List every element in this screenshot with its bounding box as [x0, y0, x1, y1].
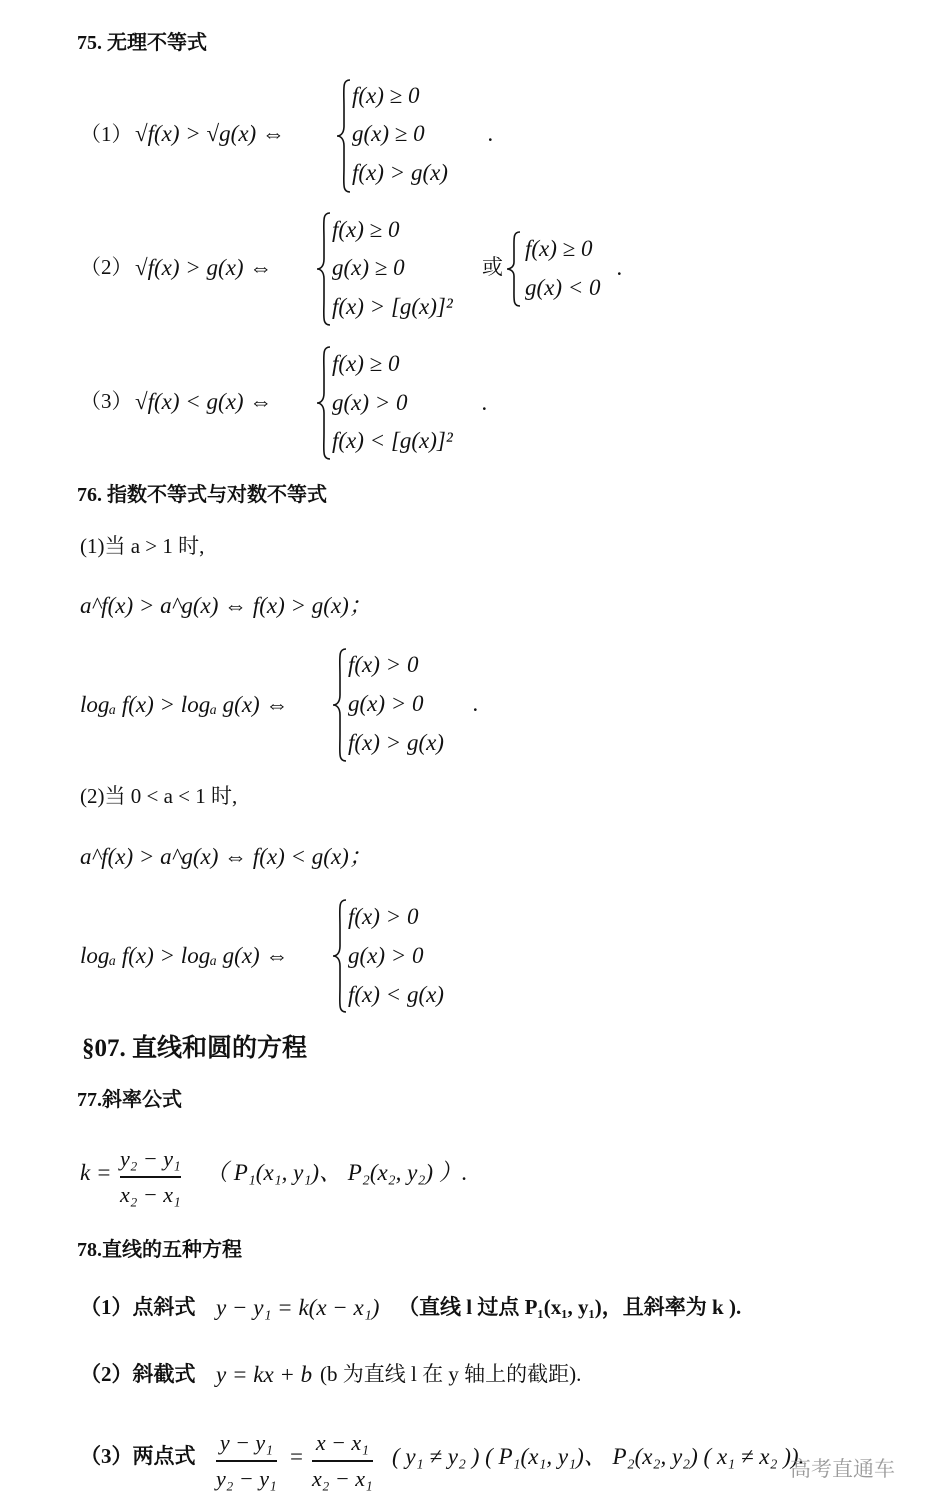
- case-line: f(x) > 0: [348, 652, 419, 677]
- case-line: f(x) ≥ 0: [332, 217, 400, 242]
- left-brace-icon: [332, 898, 348, 1014]
- item-label: （1）点斜式: [80, 1295, 196, 1319]
- case-line: g(x) > 0: [348, 943, 424, 968]
- formula-note: ( y₁ ≠ y₂ ) ( P₁(x₁, y₁)、 P₂(x₂, y₂) ( x₁ ≠ x₂ )).: [392, 1444, 805, 1469]
- item-label: （1）: [80, 122, 133, 146]
- case-line: g(x) > 0: [332, 390, 408, 415]
- or-text: 或: [482, 255, 503, 279]
- case-label: (2)当 0 < a < 1 时,: [80, 784, 238, 808]
- period: .: [473, 691, 479, 716]
- case-line: f(x) < [g(x)]²: [332, 428, 453, 453]
- two-point-fraction-right: [312, 1430, 373, 1492]
- section-77-title: 77.斜率公式: [77, 1089, 182, 1111]
- two-point-fraction-left: [216, 1430, 277, 1492]
- formula-note: （直线 l 过点 P₁(x₁, y₁)，且斜率为 k ).: [398, 1295, 742, 1319]
- left-brace-icon: [332, 647, 348, 763]
- item-label: （3）两点式: [80, 1444, 196, 1468]
- log-formula: logₐ f(x) > logₐ g(x) ⇔: [80, 943, 289, 968]
- left-brace-icon: [506, 230, 522, 308]
- period: .: [482, 390, 488, 415]
- slope-intercept-formula: y = kx + b: [216, 1362, 313, 1387]
- item-label: （2）: [80, 255, 133, 279]
- watermark: 高考直通车: [790, 1457, 895, 1481]
- case-line: g(x) > 0: [348, 691, 424, 716]
- denominator: x₂ − x₁: [312, 1465, 373, 1491]
- section-75-title: 75. 无理不等式: [77, 32, 207, 54]
- numerator: y − y₁: [219, 1430, 273, 1455]
- case-line: f(x) < g(x): [348, 982, 444, 1007]
- formula-lhs: k =: [80, 1160, 112, 1185]
- denominator: y₂ − y₁: [216, 1465, 277, 1491]
- left-brace-icon: [316, 211, 332, 327]
- left-brace-icon: [336, 78, 352, 194]
- case-label: (1)当 a > 1 时,: [80, 534, 205, 558]
- case-line: f(x) > [g(x)]²: [332, 294, 453, 319]
- formula-lhs: √f(x) > g(x) ⇔: [135, 255, 273, 280]
- numerator: y₂ − y₁: [120, 1146, 181, 1171]
- point-slope-formula: y − y₁ = k(x − x₁): [216, 1295, 380, 1320]
- formula-note: (b 为直线 l 在 y 轴上的截距).: [320, 1362, 582, 1386]
- case-line: g(x) < 0: [525, 275, 601, 300]
- points-note: （ P₁(x₁, y₁)、 P₂(x₂, y₂) ）.: [205, 1160, 468, 1185]
- period: .: [488, 121, 494, 146]
- period: .: [617, 255, 623, 280]
- numerator: x − x₁: [315, 1430, 369, 1455]
- log-formula: logₐ f(x) > logₐ g(x) ⇔: [80, 692, 289, 717]
- case-line: f(x) > 0: [348, 904, 419, 929]
- case-line: f(x) ≥ 0: [352, 83, 420, 108]
- exp-formula: a^f(x) > a^g(x) ⇔ f(x) > g(x)；: [80, 593, 372, 618]
- case-line: g(x) ≥ 0: [332, 255, 405, 280]
- section-78-title: 78.直线的五种方程: [77, 1239, 242, 1261]
- case-line: f(x) > g(x): [348, 730, 444, 755]
- case-line: g(x) ≥ 0: [352, 121, 425, 146]
- formula-lhs: √f(x) > √g(x) ⇔: [135, 121, 285, 146]
- case-line: f(x) ≥ 0: [332, 351, 400, 376]
- case-line: f(x) ≥ 0: [525, 236, 593, 261]
- exp-formula: a^f(x) > a^g(x) ⇔ f(x) < g(x)；: [80, 844, 372, 869]
- section-76-title: 76. 指数不等式与对数不等式: [77, 484, 327, 506]
- case-line: f(x) > g(x): [352, 160, 448, 185]
- slope-fraction: [120, 1146, 181, 1208]
- item-label: （3）: [80, 389, 133, 413]
- equals-sign: =: [290, 1444, 303, 1469]
- formula-lhs: √f(x) < g(x) ⇔: [135, 389, 273, 414]
- chapter-title: §07. 直线和圆的方程: [82, 1035, 308, 1062]
- left-brace-icon: [316, 345, 332, 461]
- denominator: x₂ − x₁: [120, 1181, 181, 1207]
- item-label: （2）斜截式: [80, 1362, 196, 1386]
